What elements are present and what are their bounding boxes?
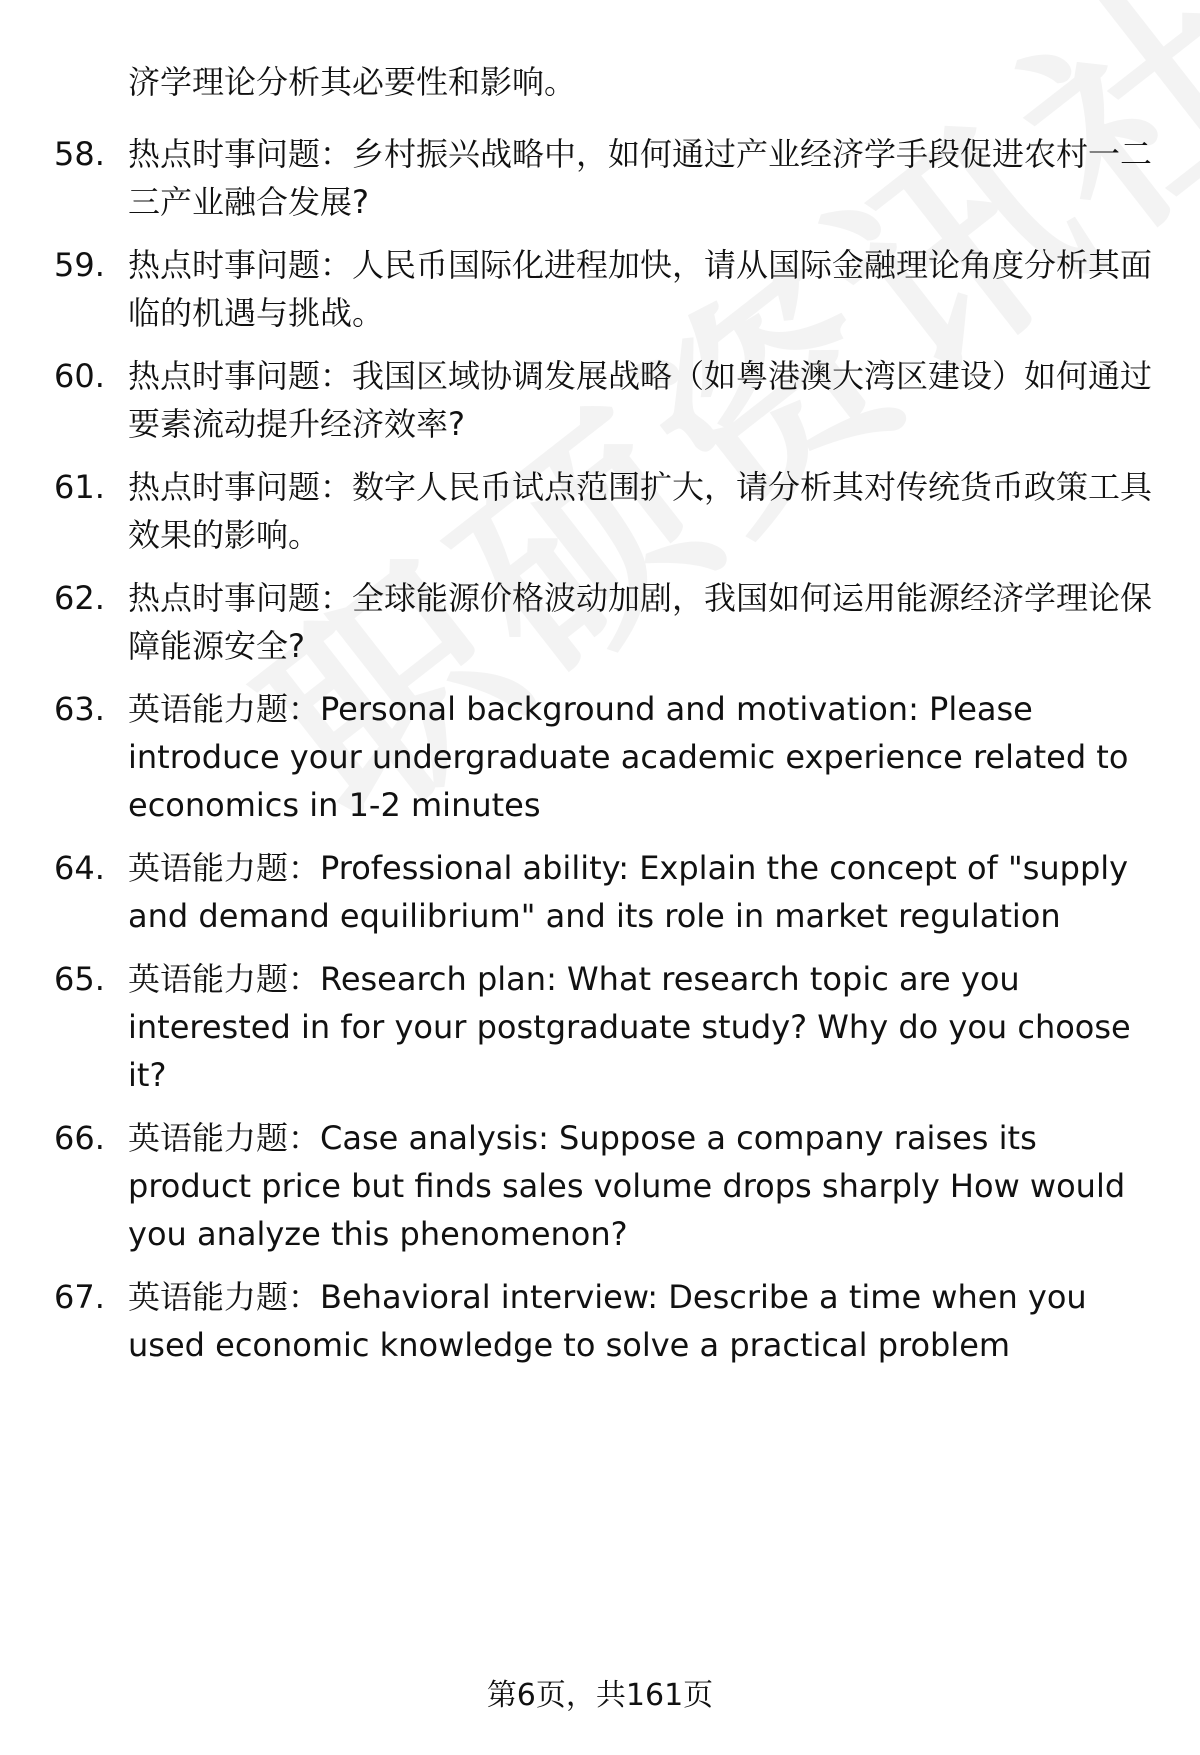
question-body	[128, 685, 1153, 829]
question-category: 热点时事问题：	[128, 135, 353, 173]
question-text: 数字人民币试点范围扩大，请分析其对传统货币政策工具效果的影响。	[128, 468, 1153, 554]
question-number: 58.	[54, 135, 105, 173]
question-body	[128, 1114, 1153, 1258]
question-category: 热点时事问题：	[128, 579, 353, 617]
question-category: 热点时事问题：	[128, 468, 353, 506]
continuation-text: 济学理论分析其必要性和影响。	[128, 63, 577, 101]
question-text: Behavioral interview: Describe a time when you used economic knowledge to solve a practical problem	[128, 1278, 1087, 1364]
question-number: 64.	[54, 849, 105, 887]
question-number: 66.	[54, 1119, 105, 1157]
question-category: 英语能力题：	[128, 849, 321, 887]
question-item	[0, 1273, 1200, 1369]
question-item	[0, 130, 1200, 226]
question-category: 英语能力题：	[128, 960, 321, 998]
question-body	[128, 955, 1153, 1099]
question-number: 60.	[54, 357, 105, 395]
question-category: 英语能力题：	[128, 1119, 321, 1157]
question-item	[0, 463, 1200, 559]
question-text: Case analysis: Suppose a company raises its product price but finds sales volume drops sharply How would you analyze this phenomenon?	[128, 1119, 1126, 1253]
question-text: 我国区域协调发展战略（如粤港澳大湾区建设）如何通过要素流动提升经济效率?	[128, 357, 1153, 443]
question-text: Personal background and motivation: Please introduce your undergraduate academic experience related to economics in 1-2 minutes	[128, 690, 1129, 824]
question-body	[128, 241, 1153, 337]
question-number: 59.	[54, 246, 105, 284]
question-body	[128, 463, 1153, 559]
question-item	[0, 352, 1200, 448]
question-body	[128, 844, 1153, 940]
question-category: 热点时事问题：	[128, 246, 353, 284]
question-text: 全球能源价格波动加剧，我国如何运用能源经济学理论保障能源安全?	[128, 579, 1153, 665]
question-item	[0, 844, 1200, 940]
question-text: Research plan: What research topic are you interested in for your postgraduate study? Why do you choose it?	[128, 960, 1131, 1094]
question-number: 63.	[54, 690, 105, 728]
question-category: 英语能力题：	[128, 1278, 321, 1316]
question-body	[128, 574, 1153, 670]
question-item	[0, 685, 1200, 829]
question-item	[0, 574, 1200, 670]
question-body	[128, 1273, 1153, 1369]
question-text: 人民币国际化进程加快，请从国际金融理论角度分析其面临的机遇与挑战。	[128, 246, 1153, 332]
question-number: 61.	[54, 468, 105, 506]
question-item	[0, 1114, 1200, 1258]
page-footer: 第6页，共161页	[486, 1678, 714, 1713]
question-item	[0, 241, 1200, 337]
question-category: 英语能力题：	[128, 690, 321, 728]
question-number: 65.	[54, 960, 105, 998]
question-number: 62.	[54, 579, 105, 617]
question-text: Professional ability: Explain the concept of "supply and demand equilibrium" and its role in market regulation	[128, 849, 1129, 935]
question-category: 热点时事问题：	[128, 357, 353, 395]
question-text: 乡村振兴战略中，如何通过产业经济学手段促进农村一二三产业融合发展?	[128, 135, 1153, 221]
question-number: 67.	[54, 1278, 105, 1316]
question-item	[0, 955, 1200, 1099]
question-body	[128, 352, 1153, 448]
question-list	[0, 130, 1200, 1384]
question-body	[128, 130, 1153, 226]
